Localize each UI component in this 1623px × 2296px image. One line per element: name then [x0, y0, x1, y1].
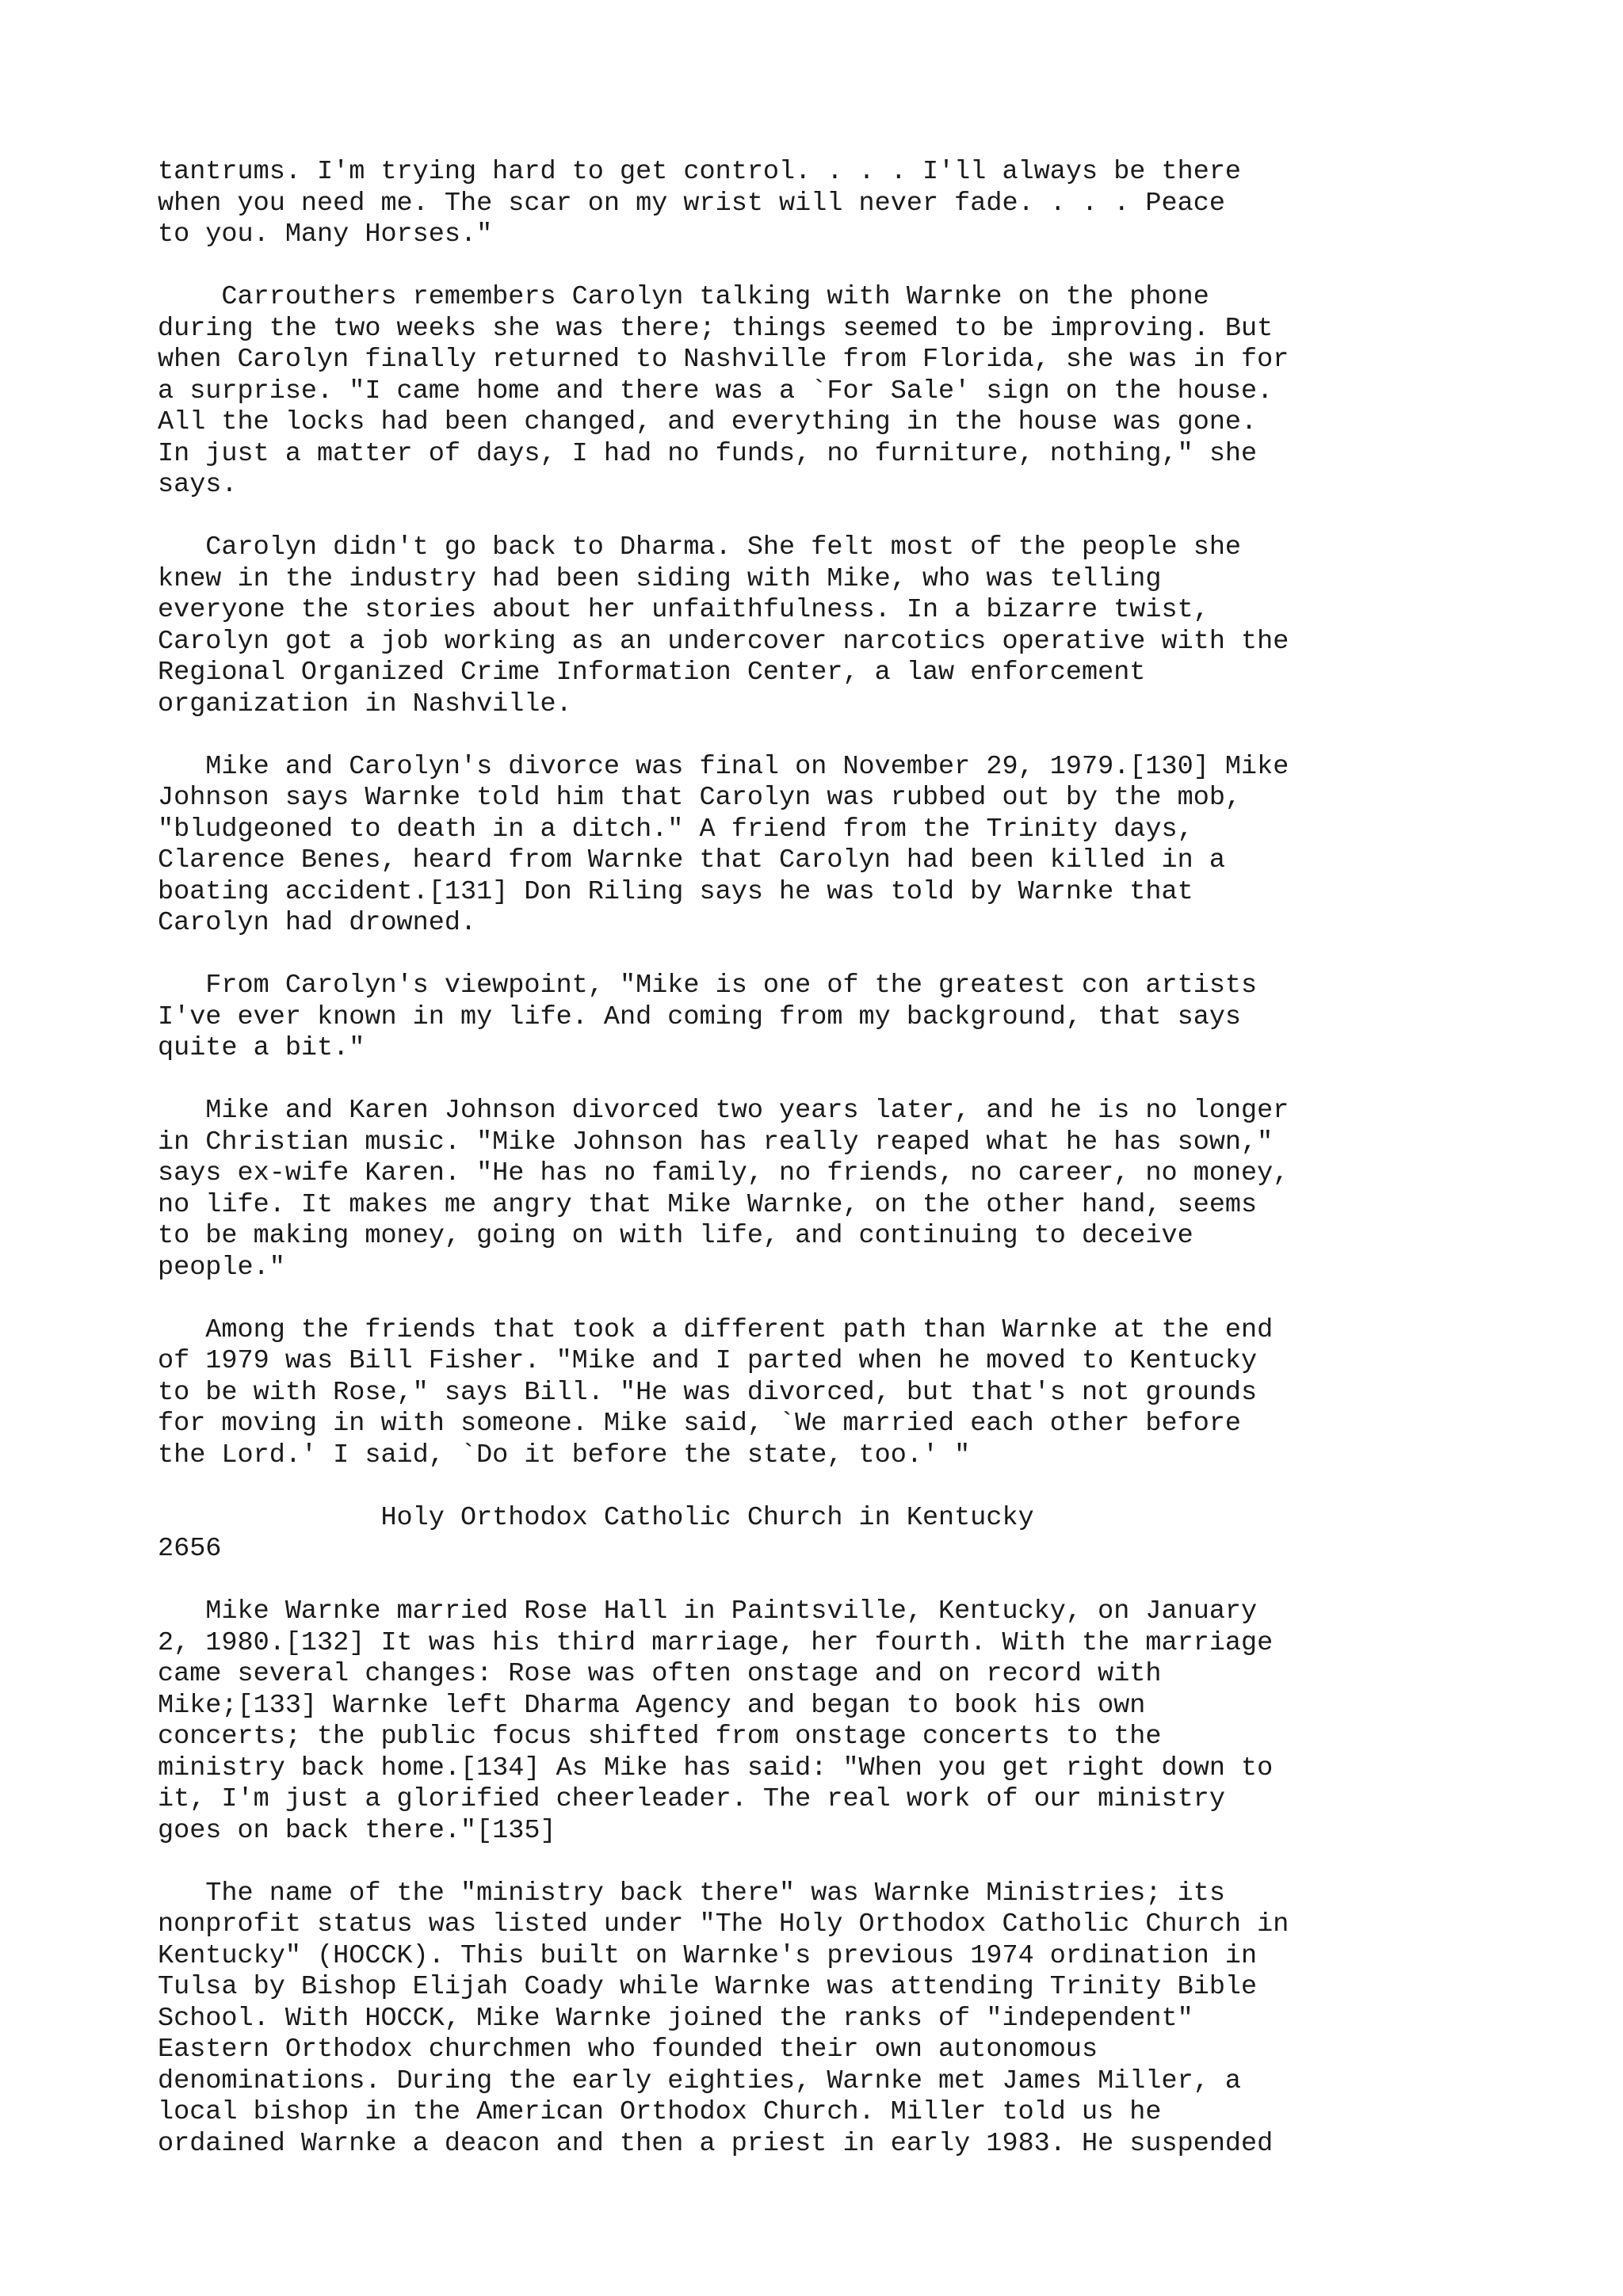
text-line: Mike and Karen Johnson divorced two years later, and he is no longer — [158, 1096, 1289, 1126]
text-line: of 1979 was Bill Fisher. "Mike and I parted when he moved to Kentucky — [158, 1346, 1258, 1376]
text-line: boating accident.[131] Don Riling says he was told by Warnke that — [158, 876, 1193, 907]
text-line: From Carolyn's viewpoint, "Mike is one of the greatest con artists — [158, 971, 1258, 1001]
text-line: it, I'm just a glorified cheerleader. The real work of our ministry — [158, 1784, 1225, 1814]
text-line: The name of the "ministry back there" was Warnke Ministries; its — [158, 1878, 1225, 1909]
text-line: when you need me. The scar on my wrist will never fade. . . . Peace — [158, 188, 1225, 219]
text-line: people." — [158, 1252, 285, 1283]
text-line: Tulsa by Bishop Elijah Coady while Warnke was attending Trinity Bible — [158, 1972, 1258, 2002]
text-line: to be with Rose," says Bill. "He was divorced, but that's not grounds — [158, 1377, 1258, 1408]
text-line: says. — [158, 470, 238, 500]
text-line: 2656 — [158, 1534, 222, 1564]
blank-line — [158, 251, 1600, 283]
text-line: Carolyn didn't go back to Dharma. She felt most of the people she — [158, 532, 1242, 563]
blank-line — [158, 502, 1600, 533]
blank-line — [158, 940, 1600, 971]
text-line: for moving in with someone. Mike said, `We married each other before — [158, 1409, 1242, 1439]
text-line: ordained Warnke a deacon and then a priest in early 1983. He suspended — [158, 2128, 1274, 2159]
text-line: Regional Organized Crime Information Center, a law enforcement — [158, 658, 1146, 688]
text-line: nonprofit status was listed under "The Holy Orthodox Catholic Church in — [158, 1909, 1289, 1939]
text-line: goes on back there."[135] — [158, 1815, 556, 1846]
text-line: says ex-wife Karen. "He has no family, no friends, no career, no money, — [158, 1158, 1289, 1188]
text-line: Mike;[133] Warnke left Dharma Agency and began to book his own — [158, 1690, 1146, 1721]
text-line: knew in the industry had been siding with Mike, who was telling — [158, 563, 1162, 594]
text-line: Eastern Orthodox churchmen who founded their own autonomous — [158, 2035, 1098, 2065]
text-line: to be making money, going on with life, and continuing to deceive — [158, 1221, 1193, 1251]
blank-line — [158, 1847, 1600, 1878]
document-text — [158, 157, 1600, 2160]
text-line: In just a matter of days, I had no funds, no furniture, nothing," she — [158, 438, 1258, 469]
text-line: to you. Many Horses." — [158, 219, 493, 250]
text-line: when Carolyn finally returned to Nashville from Florida, she was in for — [158, 345, 1289, 375]
text-line: ministry back home.[134] As Mike has said: "When you get right down to — [158, 1753, 1274, 1783]
text-line: tantrums. I'm trying hard to get control. . . . I'll always be there — [158, 157, 1242, 187]
text-line: Johnson says Warnke told him that Carolyn was rubbed out by the mob, — [158, 783, 1242, 813]
blank-line — [158, 1566, 1600, 1597]
text-line: "bludgeoned to death in a ditch." A friend from the Trinity days, — [158, 814, 1193, 845]
text-line: everyone the stories about her unfaithfulness. In a bizarre twist, — [158, 595, 1209, 625]
text-line: I've ever known in my life. And coming from my background, that says — [158, 1001, 1242, 1032]
text-line: Holy Orthodox Catholic Church in Kentucky — [158, 1502, 1034, 1533]
blank-line — [158, 1065, 1600, 1097]
text-line: All the locks had been changed, and everything in the house was gone. — [158, 407, 1258, 437]
text-line: Among the friends that took a different path than Warnke at the end — [158, 1314, 1274, 1345]
text-line: Carolyn had drowned. — [158, 908, 477, 938]
blank-line — [158, 720, 1600, 752]
text-line: concerts; the public focus shifted from onstage concerts to the — [158, 1722, 1162, 1752]
blank-line — [158, 1471, 1600, 1503]
text-line: a surprise. "I came home and there was a `For Sale' sign on the house. — [158, 376, 1274, 406]
text-line: Kentucky" (HOCCK). This built on Warnke's previous 1974 ordination in — [158, 1940, 1258, 1971]
text-line: local bishop in the American Orthodox Church. Miller told us he — [158, 2097, 1162, 2127]
text-line: School. With HOCCK, Mike Warnke joined the ranks of "independent" — [158, 2003, 1193, 2034]
text-line: in Christian music. "Mike Johnson has really reaped what he has sown," — [158, 1127, 1274, 1158]
text-line: Carolyn got a job working as an undercover narcotics operative with the — [158, 626, 1289, 657]
text-line: Clarence Benes, heard from Warnke that Carolyn had been killed in a — [158, 845, 1225, 875]
text-line: no life. It makes me angry that Mike Warnke, on the other hand, seems — [158, 1189, 1258, 1220]
text-line: during the two weeks she was there; things seemed to be improving. But — [158, 313, 1274, 344]
text-line: came several changes: Rose was often onstage and on record with — [158, 1659, 1162, 1689]
text-line: Mike and Carolyn's divorce was final on November 29, 1979.[130] Mike — [158, 751, 1289, 782]
text-line: Mike Warnke married Rose Hall in Paintsville, Kentucky, on January — [158, 1596, 1258, 1627]
text-line: the Lord.' I said, `Do it before the state, too.' " — [158, 1440, 971, 1470]
text-line: organization in Nashville. — [158, 688, 572, 719]
text-line: quite a bit." — [158, 1033, 365, 1063]
text-line: Carrouthers remembers Carolyn talking with Warnke on the phone — [158, 282, 1209, 312]
text-line: denominations. During the early eighties, Warnke met James Miller, a — [158, 2065, 1242, 2096]
blank-line — [158, 1283, 1600, 1315]
text-line: 2, 1980.[132] It was his third marriage, her fourth. With the marriage — [158, 1627, 1274, 1658]
